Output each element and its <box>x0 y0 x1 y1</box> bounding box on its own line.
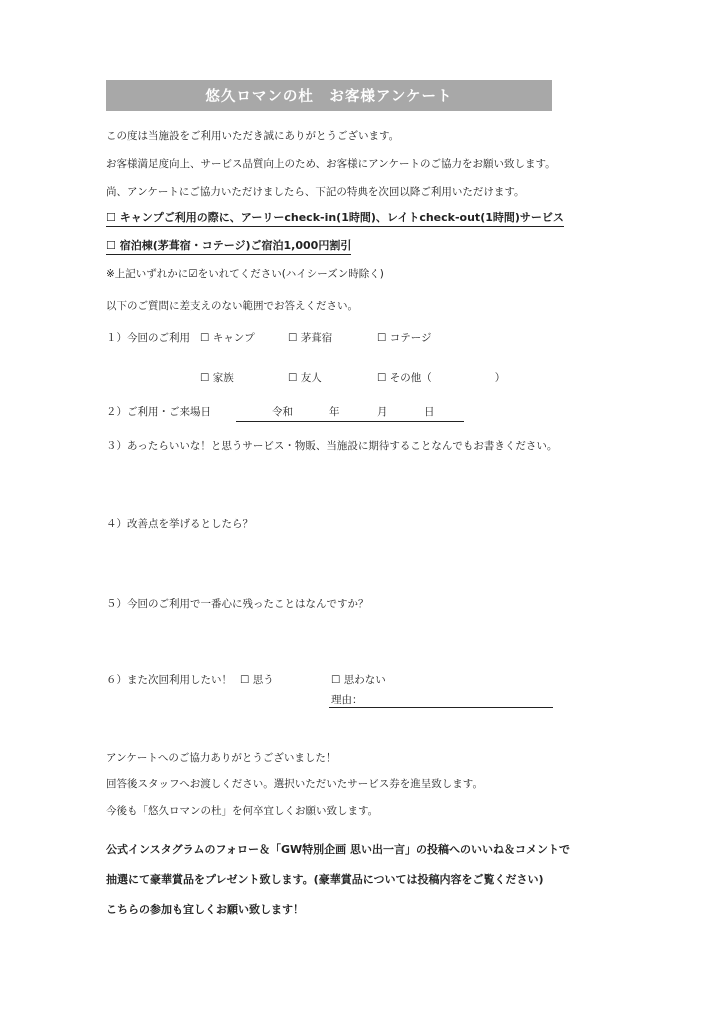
q1-option-cottage[interactable]: ☐ コテージ <box>377 332 432 344</box>
q2-day: 日 <box>424 406 435 418</box>
campaign-line-1: 公式インスタグラムのフォロー＆「GW特別企画 思い出一言」の投稿へのいいね＆コメントで <box>106 843 570 856</box>
q1-option-friend[interactable]: ☐ 友人 <box>288 372 322 384</box>
q6-label: ６）また次回利用したい！ <box>106 674 232 686</box>
intro-line-2: お客様満足度向上、サービス品質向上のため、お客様にアンケートのご協力をお願い致します。 <box>106 158 556 170</box>
q6-reason-label: 理由： <box>331 694 363 706</box>
q2-era: 令和 <box>272 406 293 418</box>
campaign-line-3: こちらの参加も宜しくお願い致します！ <box>106 903 304 916</box>
benefit-early-checkin[interactable]: ☐ キャンプご利用の際に、アーリーcheck-in(1時間)、レイトcheck-out(1時間)サービス <box>106 209 564 227</box>
q2-month: 月 <box>377 406 388 418</box>
benefit-stay-discount[interactable]: ☐ 宿泊棟(茅葺宿・コテージ)ご宿泊1,000円割引 <box>106 237 351 255</box>
q1-option-kayabuki[interactable]: ☐ 茅葺宿 <box>288 332 333 344</box>
q1-label: １）今回のご利用 <box>106 332 190 344</box>
q2-date-underline[interactable] <box>236 421 464 422</box>
intro-line-1: この度は当施設をご利用いただき誠にありがとうございます。 <box>106 130 400 142</box>
q1-option-camp[interactable]: ☐ キャンプ <box>200 332 255 344</box>
campaign-line-2: 抽選にて豪華賞品をプレゼント致します。(豪華賞品については投稿内容をご覧ください) <box>106 873 544 886</box>
q3-label: ３）あったらいいな！と思うサービス・物販、当施設に期待することなんでもお書きください。 <box>106 440 558 452</box>
q6-option-yes[interactable]: ☐ 思う <box>240 674 274 686</box>
closing-line-2: 回答後スタッフへお渡しください。選択いただいたサービス券を進呈致します。 <box>106 778 483 790</box>
page-title: 悠久ロマンの杜 お客様アンケート <box>106 80 552 111</box>
closing-line-1: アンケートへのご協力ありがとうございました！ <box>106 752 337 764</box>
q5-label: ５）今回のご利用で一番心に残ったことはなんですか？ <box>106 598 369 610</box>
q1-option-family[interactable]: ☐ 家族 <box>200 372 234 384</box>
q4-label: ４）改善点を挙げるとしたら？ <box>106 518 253 530</box>
q6-reason-underline[interactable] <box>329 707 553 708</box>
intro-line-3: 尚、アンケートにご協力いただけましたら、下記の特典を次回以降ご利用いただけます。 <box>106 186 525 198</box>
question-intro: 以下のご質問に差支えのない範囲でお答えください。 <box>106 300 358 312</box>
q1-option-other[interactable]: ☐ その他（ ） <box>377 372 506 384</box>
q2-year: 年 <box>329 406 340 418</box>
benefit-note: ※上記いずれかに☑をいれてください(ハイシーズン時除く) <box>106 268 384 280</box>
closing-line-3: 今後も「悠久ロマンの杜」を何卒宜しくお願い致します。 <box>106 805 379 817</box>
q6-option-no[interactable]: ☐ 思わない <box>331 674 386 686</box>
q2-label: ２）ご利用・ご来場日 <box>106 406 211 418</box>
